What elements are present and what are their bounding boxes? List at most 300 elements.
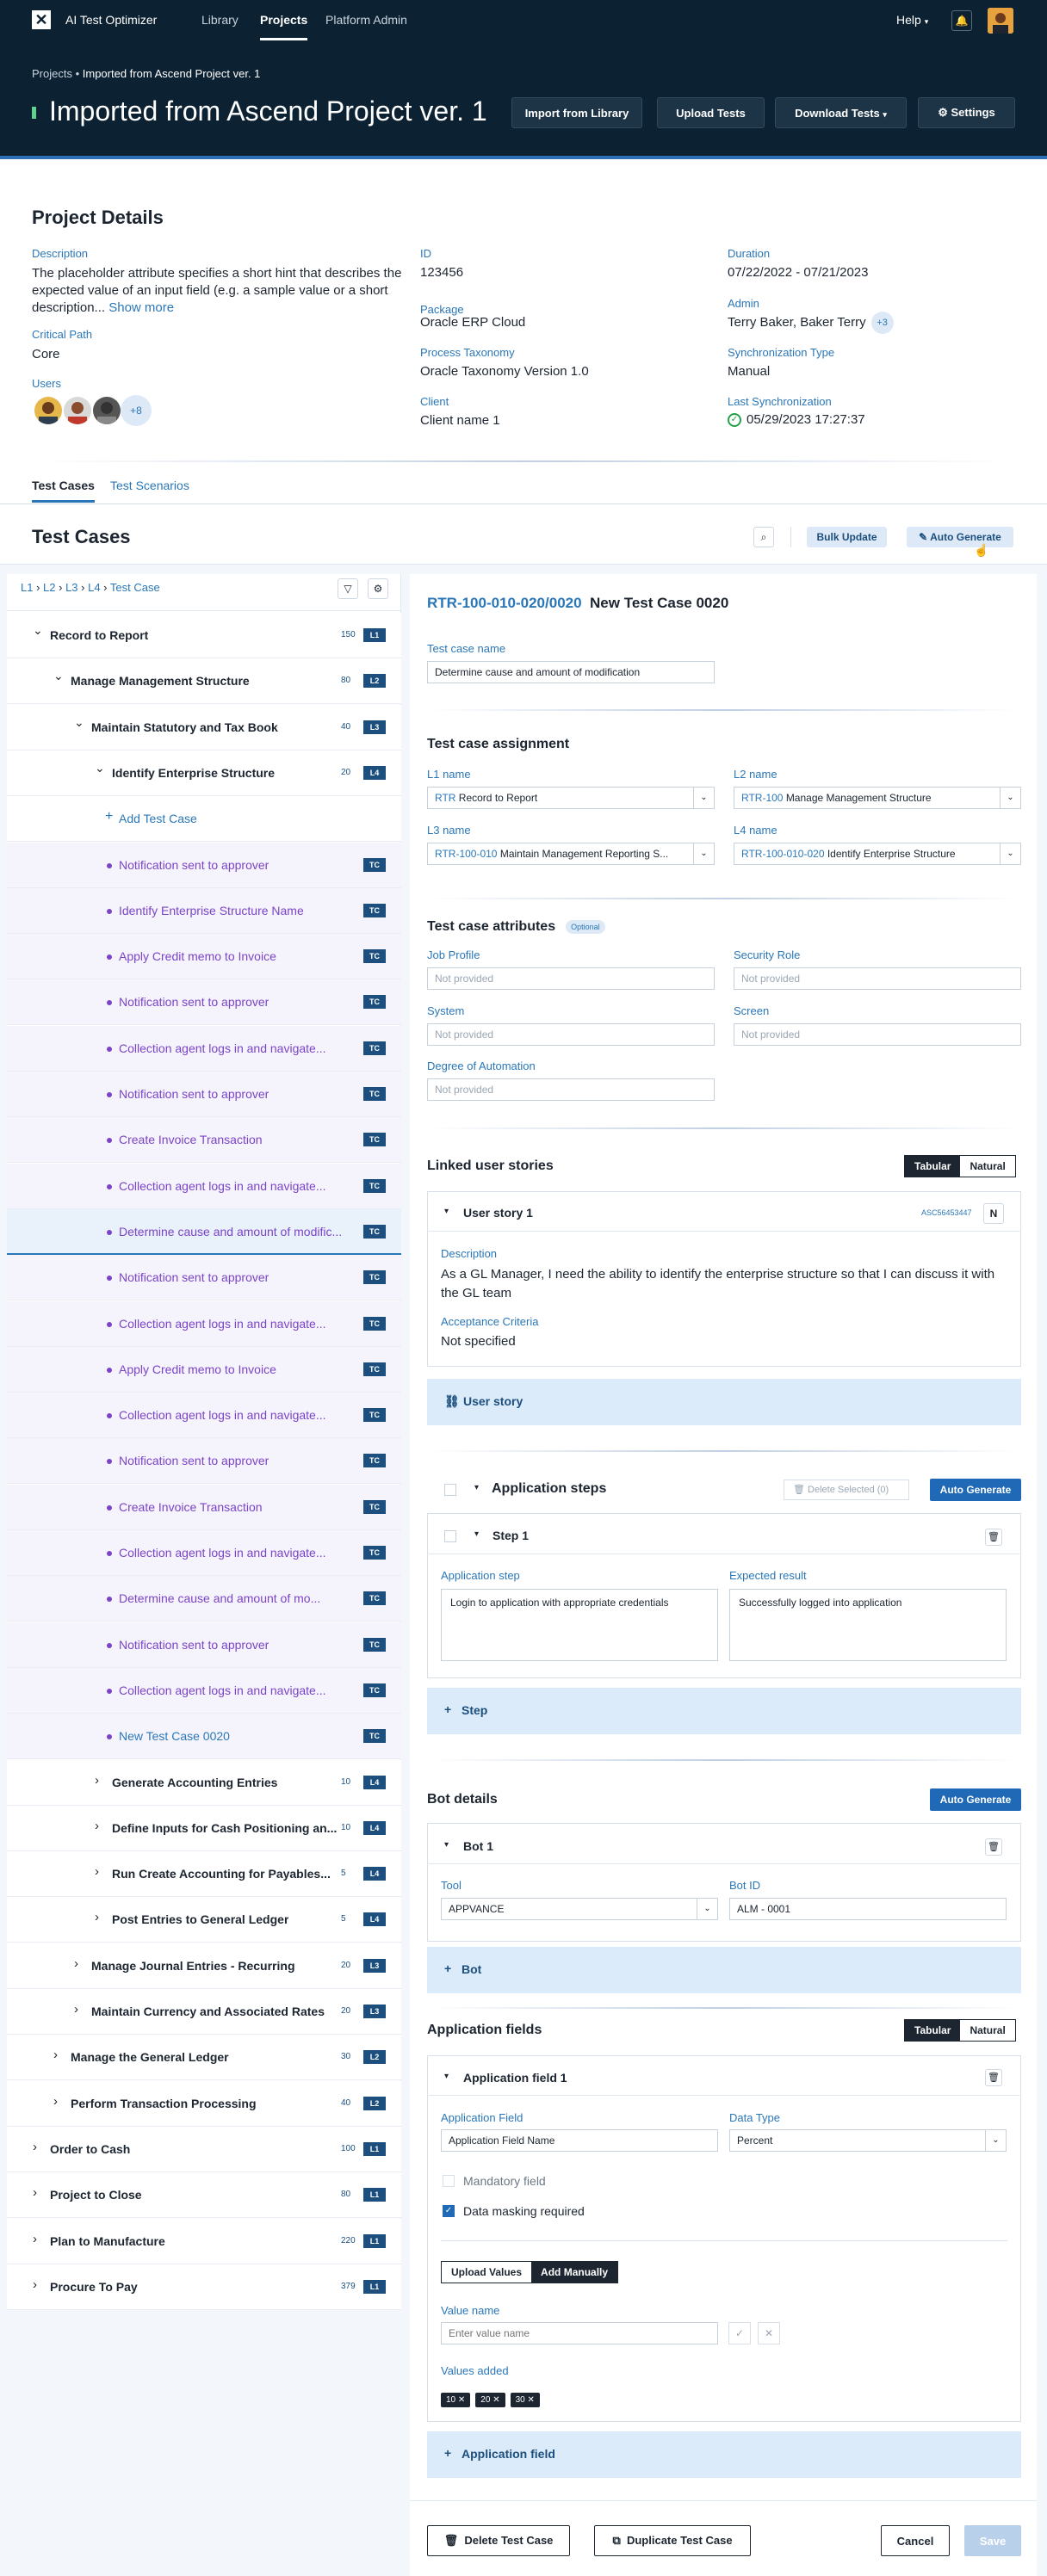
bullet-icon: [107, 1322, 112, 1327]
tree-test-case-row[interactable]: [7, 1026, 401, 1072]
value-chip-label: 20: [480, 2395, 491, 2405]
bullet-icon: [107, 1092, 112, 1097]
add-manually-toggle[interactable]: Add Manually: [531, 2262, 617, 2283]
level-badge: L4: [363, 1912, 386, 1926]
tree-row-label: Procure To Pay: [50, 2279, 138, 2294]
tree-test-case-row[interactable]: [7, 1530, 401, 1576]
level-badge: L4: [363, 1776, 386, 1789]
close-icon[interactable]: ✕: [457, 2395, 466, 2405]
tree-crumb-l3[interactable]: L3: [65, 581, 78, 594]
avatar-face-icon: [93, 397, 121, 424]
chevron-down-icon[interactable]: ⌄: [53, 669, 64, 683]
admin-label: Admin: [728, 297, 759, 310]
users-more-badge[interactable]: +8: [121, 395, 152, 426]
chevron-down-icon[interactable]: ⌄: [74, 714, 84, 729]
tree-test-case-row[interactable]: [7, 1301, 401, 1347]
tree-group-row[interactable]: [7, 1851, 401, 1897]
tree-row-label: Notification sent to approver: [119, 857, 269, 872]
tree-row-count: 80: [341, 2190, 351, 2200]
natural-toggle[interactable]: Natural: [970, 1160, 1006, 1172]
tree-row-count: 5: [341, 1914, 346, 1924]
chevron-right-icon[interactable]: ›: [95, 1772, 99, 1788]
data-type-label: Data Type: [729, 2111, 781, 2124]
level-badge: TC: [363, 904, 386, 917]
details-divider: [32, 460, 1015, 462]
security-role-input[interactable]: Not provided: [734, 967, 1021, 990]
tree-test-case-row[interactable]: [7, 1668, 401, 1714]
bullet-icon: [107, 1138, 112, 1143]
add-user-story-button[interactable]: [427, 1379, 1021, 1425]
auto-generate-button[interactable]: [907, 527, 1013, 547]
close-icon[interactable]: ✕: [527, 2395, 535, 2405]
app-logo-icon[interactable]: ✕: [32, 10, 51, 29]
level-badge: L2: [363, 674, 386, 688]
tree-crumb-l1[interactable]: L1: [21, 581, 34, 594]
bullet-icon: [107, 1000, 112, 1005]
tree-group-row[interactable]: [7, 2035, 401, 2080]
top-nav: [0, 0, 1047, 40]
tree-row-label: Apply Credit memo to Invoice: [119, 949, 276, 964]
project-details-heading: Project Details: [32, 207, 164, 228]
user-avatar-1[interactable]: [33, 395, 64, 426]
chevron-right-icon[interactable]: ›: [33, 2185, 37, 2201]
level-badge: L1: [363, 2234, 386, 2248]
value-name-input[interactable]: [441, 2322, 718, 2344]
cancel-button[interactable]: Cancel: [881, 2525, 950, 2556]
tree-row-label: Order to Cash: [50, 2141, 131, 2156]
bullet-icon: [107, 1459, 112, 1464]
natural-toggle[interactable]: Natural: [970, 2024, 1006, 2036]
tree-crumb-test-case[interactable]: Test Case: [109, 581, 160, 594]
chevron-down-icon: ▾: [883, 109, 887, 119]
tree-row-label: Maintain Statutory and Tax Book: [91, 720, 278, 734]
chevron-down-icon: ⌄: [693, 843, 714, 864]
help-label: Help: [896, 13, 921, 27]
delete-selected-button[interactable]: [784, 1480, 909, 1500]
level-badge: L1: [363, 2188, 386, 2202]
tabular-toggle[interactable]: Tabular: [905, 1156, 960, 1177]
tree-breadcrumb: [21, 581, 160, 594]
l3-name-select[interactable]: [427, 843, 715, 865]
system-input[interactable]: Not provided: [427, 1023, 715, 1046]
auto-generate-label: Auto Generate: [930, 531, 1001, 543]
card-divider: [427, 2095, 1021, 2096]
tree-test-case-row[interactable]: [7, 934, 401, 979]
user-story-title: User story 1: [463, 1206, 533, 1220]
tree-test-case-row[interactable]: [7, 843, 401, 888]
chevron-down-icon[interactable]: ⌄: [95, 760, 105, 775]
tree-row-count: 379: [341, 2281, 356, 2291]
delete-selected-label: Delete Selected (0): [808, 1485, 889, 1495]
last-sync-row: [728, 412, 865, 427]
bot-heading: Bot details: [427, 1792, 498, 1807]
bullet-icon: [107, 1551, 112, 1556]
admin-value-row: [728, 312, 894, 334]
trash-icon[interactable]: 🗑: [985, 1529, 1002, 1546]
tree-row-label: New Test Case 0020: [119, 1729, 230, 1744]
level-badge: TC: [363, 1591, 386, 1605]
tree-row-label: Apply Credit memo to Invoice: [119, 1362, 276, 1376]
id-value: 123456: [420, 265, 464, 280]
confirm-icon[interactable]: ✓: [728, 2322, 751, 2344]
add-step-label: Step: [462, 1703, 488, 1717]
tree-row-label: Manage Journal Entries - Recurring: [91, 1958, 295, 1973]
tree-group-row[interactable]: [7, 613, 401, 658]
integration-icon[interactable]: N: [983, 1203, 1004, 1224]
automation-input[interactable]: Not provided: [427, 1078, 715, 1101]
tree-row-label: Manage the General Ledger: [71, 2050, 229, 2065]
data-type-select[interactable]: [729, 2129, 1007, 2152]
tree-row-count: 220: [341, 2235, 356, 2246]
bot-title: Bot 1: [463, 1839, 493, 1853]
tree-crumb-l4[interactable]: L4: [88, 581, 101, 594]
chevron-down-icon[interactable]: ⌄: [33, 623, 43, 637]
settings-label: Settings: [951, 106, 995, 119]
trash-icon[interactable]: 🗑: [985, 1838, 1002, 1856]
level-badge: TC: [363, 1500, 386, 1514]
tree-row-count: 20: [341, 1960, 351, 1970]
mandatory-checkbox[interactable]: [443, 2175, 455, 2187]
l2-code: RTR-100: [741, 792, 784, 804]
chevron-right-icon[interactable]: ›: [74, 2002, 78, 2017]
copy-icon: ⧉: [612, 2534, 621, 2547]
tree-test-case-row[interactable]: [7, 1117, 401, 1163]
download-tests-label: Download Tests: [795, 106, 880, 120]
tree-row-count: 100: [341, 2143, 356, 2153]
chevron-right-icon[interactable]: ›: [33, 2276, 37, 2292]
acceptance-criteria-value: Not specified: [441, 1334, 516, 1349]
tree-row-label: Notification sent to approver: [119, 995, 269, 1010]
tree-row-count: 20: [341, 2006, 351, 2016]
breadcrumb-projects[interactable]: Projects: [32, 67, 72, 80]
chevron-down-icon: ⌄: [1000, 788, 1020, 808]
job-profile-input[interactable]: Not provided: [427, 967, 715, 990]
card-divider: [427, 1231, 1021, 1232]
system-label: System: [427, 1004, 465, 1017]
tree-row-label: Define Inputs for Cash Positioning an...: [112, 1820, 338, 1835]
screen-input[interactable]: Not provided: [734, 1023, 1021, 1046]
download-tests-button[interactable]: [775, 97, 907, 128]
value-name-label: Value name: [441, 2304, 500, 2317]
bullet-icon: [107, 1689, 112, 1694]
test-case-name-label: Test case name: [427, 642, 506, 655]
tree-row-label: Run Create Accounting for Payables...: [112, 1867, 331, 1881]
users-label: Users: [32, 377, 61, 390]
add-bot-label: Bot: [462, 1962, 482, 1976]
value-chip[interactable]: [511, 2393, 540, 2407]
tree-test-case-row[interactable]: [7, 1393, 401, 1438]
last-sync-value: 05/29/2023 17:27:37: [747, 412, 865, 427]
tree-group-row[interactable]: [7, 2264, 401, 2310]
chevron-right-icon[interactable]: ›: [95, 1910, 99, 1925]
application-step-input[interactable]: Login to application with appropriate credentials: [441, 1589, 718, 1661]
application-field-card: [427, 2055, 1021, 2422]
plus-icon: +: [105, 809, 114, 825]
add-bot-button[interactable]: [427, 1947, 1021, 1993]
tree-row-label: Notification sent to approver: [119, 1637, 269, 1652]
tree-row-count: 150: [341, 630, 356, 639]
l4-code: RTR-100-010-020: [741, 848, 825, 860]
level-badge: L1: [363, 2142, 386, 2156]
tree-group-row[interactable]: [7, 705, 401, 751]
level-badge: TC: [363, 1546, 386, 1560]
tree-row-label: Collection agent logs in and navigate...: [119, 1683, 326, 1697]
mandatory-label: Mandatory field: [463, 2174, 546, 2188]
nav-library[interactable]: Library: [201, 13, 239, 27]
filter-icon[interactable]: ▽: [338, 578, 358, 599]
admin-more-badge[interactable]: +3: [871, 312, 894, 334]
acceptance-criteria-label: Acceptance Criteria: [441, 1315, 539, 1328]
cursor-hand-icon: ☝: [974, 543, 989, 557]
tree-row-label: Manage Management Structure: [71, 674, 250, 689]
tree-row-label: Generate Accounting Entries: [112, 1775, 278, 1789]
chevron-down-icon[interactable]: ▾: [474, 1483, 480, 1492]
value-chip-label: 10: [446, 2395, 456, 2405]
tree-row-label: Notification sent to approver: [119, 1270, 269, 1285]
tree-row-label: Collection agent logs in and navigate...: [119, 1178, 326, 1193]
l4-name-select[interactable]: [734, 843, 1021, 865]
add-application-field-button[interactable]: [427, 2431, 1021, 2478]
tab-test-scenarios[interactable]: Test Scenarios: [110, 479, 189, 492]
chevron-right-icon[interactable]: ›: [74, 1955, 78, 1971]
tree-test-case-row[interactable]: [7, 1438, 401, 1484]
sync-type-value: Manual: [728, 364, 771, 379]
level-badge: TC: [363, 1133, 386, 1146]
breadcrumb-current: Imported from Ascend Project ver. 1: [82, 67, 261, 80]
search-icon[interactable]: ⌕: [753, 527, 774, 547]
link-icon: ⛓: [444, 1394, 460, 1408]
tree-group-row[interactable]: [7, 751, 401, 796]
add-step-button[interactable]: [427, 1688, 1021, 1734]
bullet-icon: [107, 1184, 112, 1189]
user-avatar-2[interactable]: [62, 395, 93, 426]
tree-test-case-row[interactable]: [7, 1164, 401, 1209]
tree-row-count: 20: [341, 767, 351, 777]
tree-group-row[interactable]: [7, 1989, 401, 2035]
tree-group-row[interactable]: [7, 2127, 401, 2172]
user-story-id[interactable]: ASC56453447: [921, 1208, 972, 1217]
settings-button[interactable]: [918, 97, 1015, 128]
bullet-icon: [107, 1413, 112, 1418]
trash-icon: 🗑: [793, 1485, 805, 1495]
tree-test-case-row[interactable]: [7, 979, 401, 1025]
level-badge: TC: [363, 1638, 386, 1652]
client-label: Client: [420, 395, 449, 408]
tree-row-count: 30: [341, 2052, 351, 2062]
tree-test-case-row[interactable]: [7, 1622, 401, 1668]
sync-type-label: Synchronization Type: [728, 346, 835, 359]
app-header: [0, 0, 1047, 159]
sparkle-icon: ✎: [919, 531, 928, 543]
bullet-icon: [107, 1734, 112, 1739]
taxonomy-value: Oracle Taxonomy Version 1.0: [420, 364, 589, 379]
chevron-right-icon[interactable]: ›: [53, 2048, 58, 2063]
level-badge: TC: [363, 1179, 386, 1193]
trash-icon[interactable]: 🗑: [985, 2069, 1002, 2086]
tree-test-case-row[interactable]: [7, 1347, 401, 1393]
tree-row-count: 5: [341, 1869, 346, 1879]
tree-group-row[interactable]: [7, 658, 401, 704]
tab-test-cases[interactable]: Test Cases: [32, 479, 95, 492]
tool-select[interactable]: [441, 1898, 718, 1920]
bullet-icon: [107, 1047, 112, 1052]
duplicate-test-case-button[interactable]: [594, 2525, 751, 2556]
l2-name-select[interactable]: [734, 787, 1021, 809]
nav-projects[interactable]: Projects: [260, 13, 308, 27]
tree-test-case-row[interactable]: [7, 1072, 401, 1117]
tree-test-case-row[interactable]: [7, 1485, 401, 1530]
save-button[interactable]: Save: [964, 2525, 1021, 2556]
l4-name-label: L4 name: [734, 824, 778, 837]
tree-row-label: Record to Report: [50, 628, 149, 642]
close-icon[interactable]: ✕: [758, 2322, 780, 2344]
chevron-down-icon[interactable]: ▾: [444, 1207, 449, 1216]
level-badge: TC: [363, 858, 386, 872]
bullet-icon: [107, 1597, 112, 1602]
expected-result-input[interactable]: Successfully logged into application: [729, 1589, 1007, 1661]
tree-row-count: 80: [341, 676, 351, 686]
upload-values-toggle[interactable]: Upload Values: [451, 2266, 523, 2278]
test-cases-header: [0, 508, 1047, 565]
select-all-steps-checkbox[interactable]: [444, 1484, 456, 1496]
chevron-right-icon[interactable]: ›: [33, 2231, 37, 2246]
toolbar-divider: [790, 527, 791, 547]
tree-group-row[interactable]: [7, 1806, 401, 1851]
chevron-right-icon[interactable]: ›: [95, 1818, 99, 1833]
tool-label: Tool: [441, 1879, 462, 1892]
l1-name-label: L1 name: [427, 768, 471, 781]
tree-test-case-row[interactable]: [7, 1209, 401, 1255]
tree-test-case-row[interactable]: [7, 1714, 401, 1759]
upload-tests-button[interactable]: Upload Tests: [657, 97, 765, 128]
chevron-right-icon: ›: [55, 581, 66, 594]
level-badge: L4: [363, 1821, 386, 1835]
card-divider: [427, 1863, 1021, 1864]
id-label: ID: [420, 247, 431, 260]
tree-row-label: Create Invoice Transaction: [119, 1499, 263, 1514]
masking-checkbox[interactable]: ✓: [443, 2205, 455, 2217]
tree-row-label: Project to Close: [50, 2188, 142, 2202]
tree-group-row[interactable]: [7, 2219, 401, 2264]
tree-group-row[interactable]: [7, 1897, 401, 1943]
test-case-name: New Test Case 0020: [590, 595, 729, 611]
show-more-link[interactable]: Show more: [108, 300, 175, 315]
chevron-right-icon[interactable]: ›: [95, 1864, 99, 1880]
tabular-toggle[interactable]: Tabular: [905, 2020, 960, 2041]
bulk-update-button[interactable]: Bulk Update: [807, 527, 887, 547]
application-field-input[interactable]: Application Field Name: [441, 2129, 718, 2152]
bullet-icon: [107, 1230, 112, 1235]
values-mode-toggle: [441, 2261, 618, 2283]
bot-auto-generate-button[interactable]: Auto Generate: [930, 1788, 1021, 1811]
l1-name-select[interactable]: [427, 787, 715, 809]
tree-group-row[interactable]: [7, 1760, 401, 1806]
chevron-right-icon[interactable]: ›: [33, 2139, 37, 2154]
level-badge: TC: [363, 1454, 386, 1467]
test-case-name-input[interactable]: Determine cause and amount of modification: [427, 661, 715, 683]
steps-auto-generate-button[interactable]: Auto Generate: [930, 1479, 1021, 1501]
tree-group-row[interactable]: [7, 2081, 401, 2127]
data-type-value: Percent: [737, 2134, 773, 2147]
level-badge: L4: [363, 1867, 386, 1881]
value-chip[interactable]: [441, 2393, 470, 2407]
close-icon[interactable]: ✕: [493, 2395, 500, 2405]
tree-row-label: Determine cause and amount of mo...: [119, 1591, 321, 1606]
avatar-face-icon: [64, 397, 91, 424]
tree-row-label: Maintain Currency and Associated Rates: [91, 2005, 325, 2018]
level-badge: L2: [363, 2050, 386, 2064]
critical-path-label: Critical Path: [32, 328, 93, 341]
security-role-label: Security Role: [734, 948, 801, 961]
l3-code: RTR-100-010: [435, 848, 498, 860]
application-field-label: Application Field: [441, 2111, 524, 2124]
value-chip[interactable]: [475, 2393, 505, 2407]
avatar[interactable]: [988, 8, 1013, 34]
tree-test-case-row[interactable]: [7, 1255, 401, 1300]
import-from-library-button[interactable]: Import from Library: [511, 97, 642, 128]
nav-platform-admin[interactable]: Platform Admin: [325, 13, 407, 27]
tree-row-label: Plan to Manufacture: [50, 2233, 165, 2248]
tree-row-count: 40: [341, 2097, 351, 2108]
delete-test-case-button[interactable]: [427, 2525, 570, 2556]
bot-card: [427, 1823, 1021, 1942]
bot-id-input[interactable]: ALM - 0001: [729, 1898, 1007, 1920]
l3-name-label: L3 name: [427, 824, 471, 837]
level-badge: TC: [363, 1225, 386, 1239]
tree-test-case-row[interactable]: [7, 1576, 401, 1622]
taxonomy-label: Process Taxonomy: [420, 346, 515, 359]
critical-path-value: Core: [32, 347, 60, 361]
attributes-heading: [427, 919, 605, 935]
tool-value: APPVANCE: [449, 1903, 505, 1915]
gear-icon[interactable]: ⚙: [368, 578, 388, 599]
application-step-label: Application step: [441, 1569, 520, 1582]
tree-group-row[interactable]: [7, 2172, 401, 2218]
tree-row-label: Identify Enterprise Structure: [112, 765, 276, 780]
tree-row-label: Notification sent to approver: [119, 1454, 269, 1468]
help-menu[interactable]: [896, 13, 928, 27]
step-checkbox[interactable]: [444, 1530, 456, 1542]
chevron-down-icon: ⌄: [697, 1899, 717, 1919]
add-user-story-label: User story: [463, 1394, 524, 1408]
bullet-icon: [107, 1276, 112, 1281]
chevron-down-icon[interactable]: ▾: [474, 1529, 480, 1539]
app-name: AI Test Optimizer: [65, 13, 158, 27]
chevron-down-icon: ▾: [924, 17, 929, 26]
level-badge: TC: [363, 1362, 386, 1376]
level-badge: TC: [363, 995, 386, 1009]
tree-crumb-l2[interactable]: L2: [43, 581, 56, 594]
card-divider: [441, 2240, 1007, 2241]
section-divider: [427, 709, 1021, 711]
level-badge: L3: [363, 1959, 386, 1973]
level-badge: L2: [363, 2097, 386, 2110]
tree-row-label: Create Invoice Transaction: [119, 1133, 263, 1147]
user-avatar-3[interactable]: [91, 395, 122, 426]
bell-icon[interactable]: 🔔: [951, 10, 972, 31]
screen-label: Screen: [734, 1004, 770, 1017]
job-profile-label: Job Profile: [427, 948, 480, 961]
plus-icon: +: [444, 2446, 452, 2460]
check-circle-icon: ✓: [728, 413, 741, 427]
tree-group-row[interactable]: [7, 1943, 401, 1989]
chevron-down-icon[interactable]: ▾: [444, 2072, 449, 2081]
chevron-right-icon[interactable]: ›: [53, 2093, 58, 2109]
add-test-case-button[interactable]: [7, 796, 401, 842]
chevron-down-icon[interactable]: ▾: [444, 1840, 449, 1850]
tree-test-case-row[interactable]: [7, 888, 401, 934]
bullet-icon: [107, 1643, 112, 1648]
